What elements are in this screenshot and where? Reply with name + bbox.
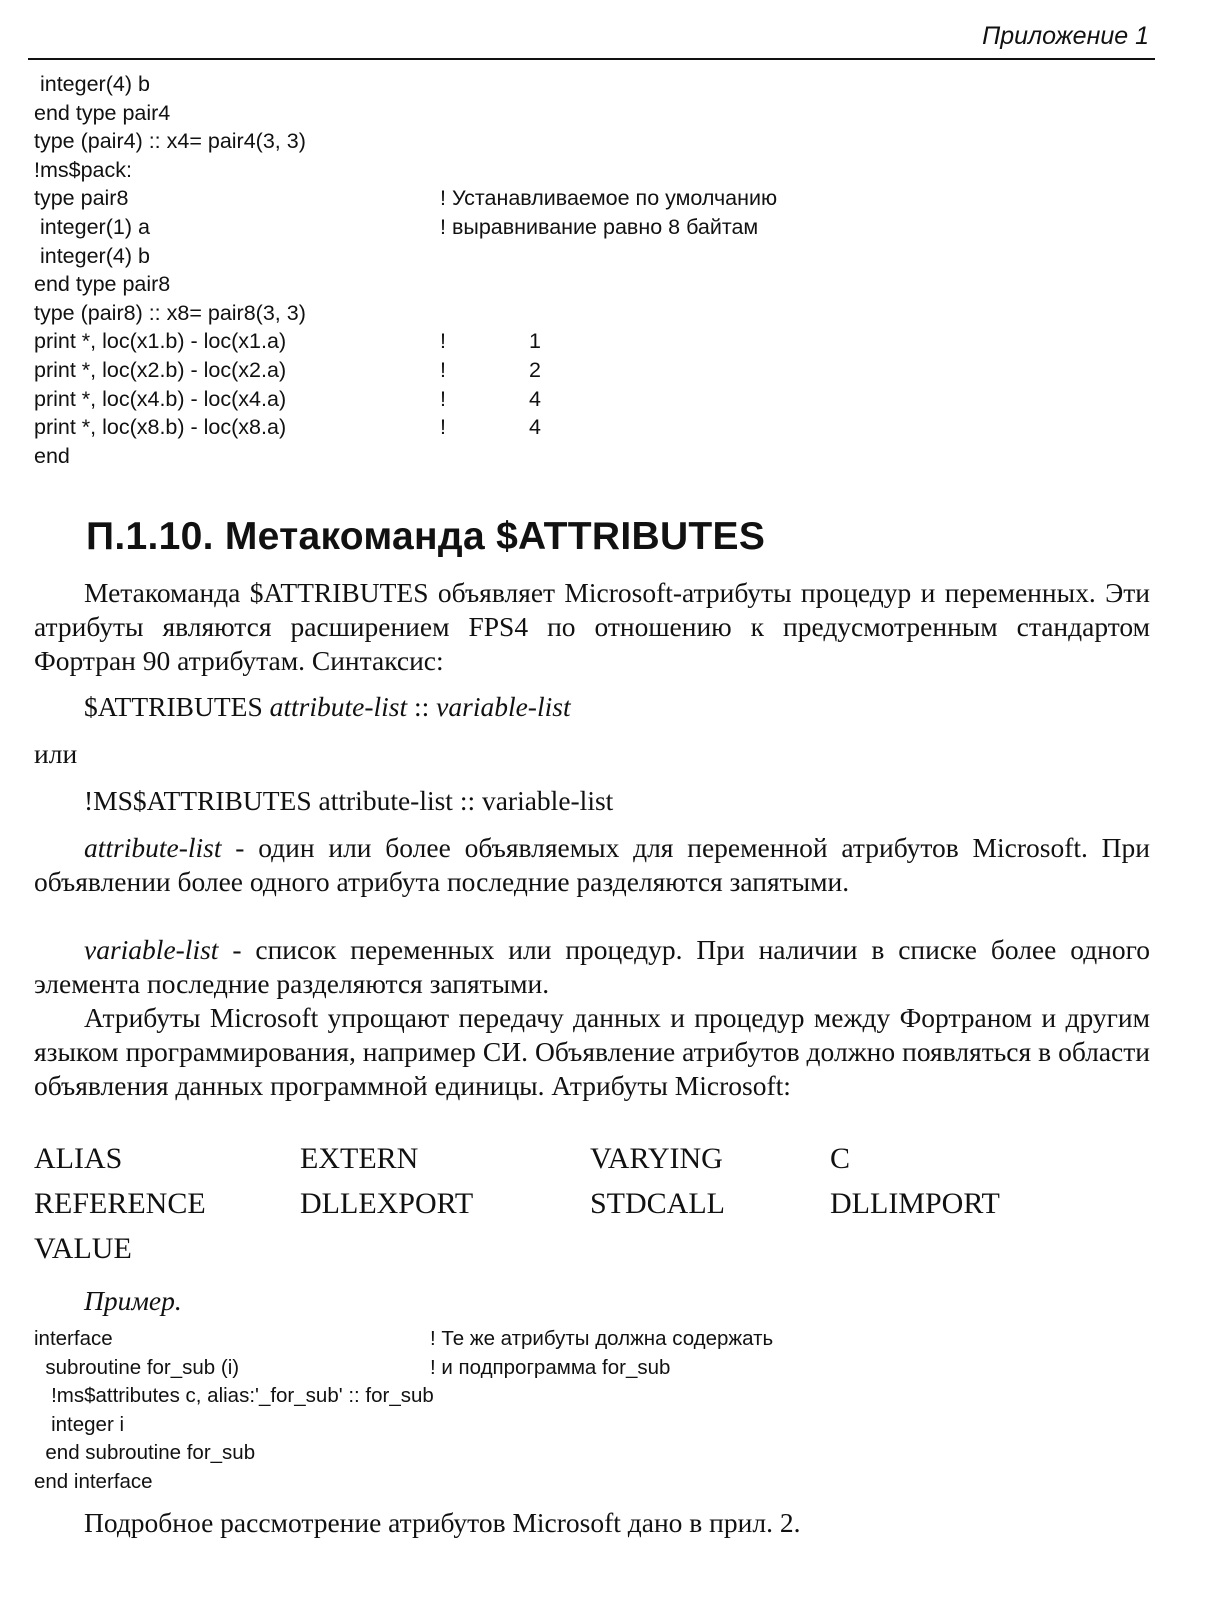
code-text: type pair8	[34, 186, 129, 211]
code-text: end	[34, 443, 70, 468]
code-text: print *, loc(x4.b) - loc(x4.a)	[34, 386, 287, 411]
code-line	[34, 270, 934, 299]
code-line	[34, 356, 934, 385]
attribute-name: DLLEXPORT	[300, 1187, 474, 1220]
header-rule	[28, 58, 1155, 60]
code-listing-top	[34, 70, 934, 470]
code-line	[34, 127, 934, 156]
code-comment: !	[440, 329, 446, 354]
attribute-name: REFERENCE	[34, 1187, 206, 1220]
syntax-line-1	[84, 690, 571, 724]
code-text: type (pair4) :: x4= pair4(3, 3)	[34, 129, 306, 154]
code-line	[34, 242, 934, 271]
code-line	[34, 70, 934, 99]
code-comment: ! и подпрограмма for_sub	[430, 1355, 671, 1379]
code-text: type (pair8) :: x8= pair8(3, 3)	[34, 300, 306, 325]
syntax-variable-list: variable-list	[436, 691, 571, 722]
syntax-line-2: !MS$ATTRIBUTES attribute-list :: variable-list	[84, 785, 614, 816]
code-line	[34, 327, 934, 356]
attribute-row	[34, 1142, 1150, 1187]
code-text: print *, loc(x2.b) - loc(x2.a)	[34, 357, 287, 382]
code-output-value: 2	[529, 357, 541, 382]
code-line	[34, 385, 934, 414]
code-comment: ! выравнивание равно 8 байтам	[440, 214, 759, 239]
code-line	[34, 1354, 934, 1383]
intro-text: Метакоманда $ATTRIBUTES объявляет Microsoft-атрибуты процедур и переменных. Эти атрибуты являются расширением FPS4 по отношению к предусмотренным стандартом Фортран 90 атрибутам. Синтаксис:	[34, 577, 1150, 676]
definition-term: attribute-list	[84, 832, 222, 863]
attribute-row	[34, 1232, 1150, 1277]
code-text: print *, loc(x8.b) - loc(x8.a)	[34, 415, 287, 440]
code-line	[34, 413, 934, 442]
code-line	[34, 442, 934, 471]
microsoft-attributes-paragraph	[34, 1001, 1150, 1103]
code-line	[34, 99, 934, 128]
microsoft-attributes-text: Атрибуты Microsoft упрощают передачу данных и процедур между Фортраном и другим языком программирования, например СИ. Объявление атрибутов должно появляться в области объявления данных программной единицы. Атрибуты Microsoft:	[34, 1002, 1150, 1101]
attribute-name: VALUE	[34, 1232, 132, 1265]
code-listing-example	[34, 1325, 934, 1496]
code-text: interface	[34, 1327, 113, 1350]
code-line	[34, 1325, 934, 1354]
definition-attribute-list	[34, 831, 1150, 899]
code-line	[34, 1439, 934, 1468]
attribute-name: VARYING	[590, 1142, 723, 1175]
code-line	[34, 1468, 934, 1497]
attribute-name: C	[830, 1142, 851, 1175]
code-line	[34, 299, 934, 328]
code-text: end subroutine for_sub	[34, 1441, 256, 1464]
code-line	[34, 1382, 934, 1411]
code-line	[34, 156, 934, 185]
code-text: end type pair4	[34, 100, 171, 125]
syntax-keyword: $ATTRIBUTES	[84, 691, 270, 722]
code-line	[34, 213, 934, 242]
code-text: !ms$pack:	[34, 157, 132, 182]
code-comment: !	[440, 357, 446, 382]
attribute-table	[34, 1142, 1150, 1277]
definition-text: - список переменных или процедур. При наличии в списке более одного элемента последние разделяются запятыми.	[34, 934, 1150, 999]
code-line	[34, 184, 934, 213]
attribute-name: STDCALL	[590, 1187, 725, 1220]
or-line: или	[34, 738, 78, 769]
example-label: Пример.	[84, 1285, 182, 1316]
attribute-name: EXTERN	[300, 1142, 419, 1175]
closing-line: Подробное рассмотрение атрибутов Microsoft дано в прил. 2.	[84, 1507, 801, 1538]
attribute-row	[34, 1187, 1150, 1232]
section-heading: П.1.10. Метакоманда $ATTRIBUTES	[86, 515, 766, 558]
code-comment: !	[440, 415, 446, 440]
code-text: end interface	[34, 1469, 153, 1493]
syntax-attribute-list: attribute-list	[269, 691, 408, 722]
code-output-value: 1	[529, 329, 541, 354]
definition-term: variable-list	[84, 934, 219, 965]
code-text: integer i	[34, 1412, 125, 1436]
attribute-name: DLLIMPORT	[830, 1187, 1000, 1220]
code-text: subroutine for_sub (i)	[34, 1355, 240, 1379]
code-text: integer(4) b	[34, 243, 150, 268]
syntax-separator: ::	[407, 691, 437, 722]
code-comment: ! Устанавливаемое по умолчанию	[440, 186, 778, 211]
code-comment: !	[440, 386, 446, 411]
definition-text: - один или более объявляемых для переменной атрибутов Microsoft. При объявлении более одного атрибута последние разделяются запятыми.	[34, 832, 1150, 897]
code-text: end type pair8	[34, 272, 171, 297]
code-text: integer(4) b	[34, 72, 150, 96]
attribute-name: ALIAS	[34, 1142, 123, 1175]
running-title: Приложение 1	[982, 22, 1149, 50]
code-text: integer(1) a	[34, 214, 150, 239]
code-text: !ms$attributes c, alias:'_for_sub' :: for_sub	[34, 1384, 434, 1407]
code-comment: ! Те же атрибуты должна содержать	[430, 1327, 774, 1350]
code-output-value: 4	[529, 415, 541, 440]
code-line	[34, 1411, 934, 1440]
definition-variable-list	[34, 933, 1150, 1001]
code-text: print *, loc(x1.b) - loc(x1.a)	[34, 329, 287, 354]
code-output-value: 4	[529, 386, 541, 411]
intro-paragraph	[34, 576, 1150, 678]
